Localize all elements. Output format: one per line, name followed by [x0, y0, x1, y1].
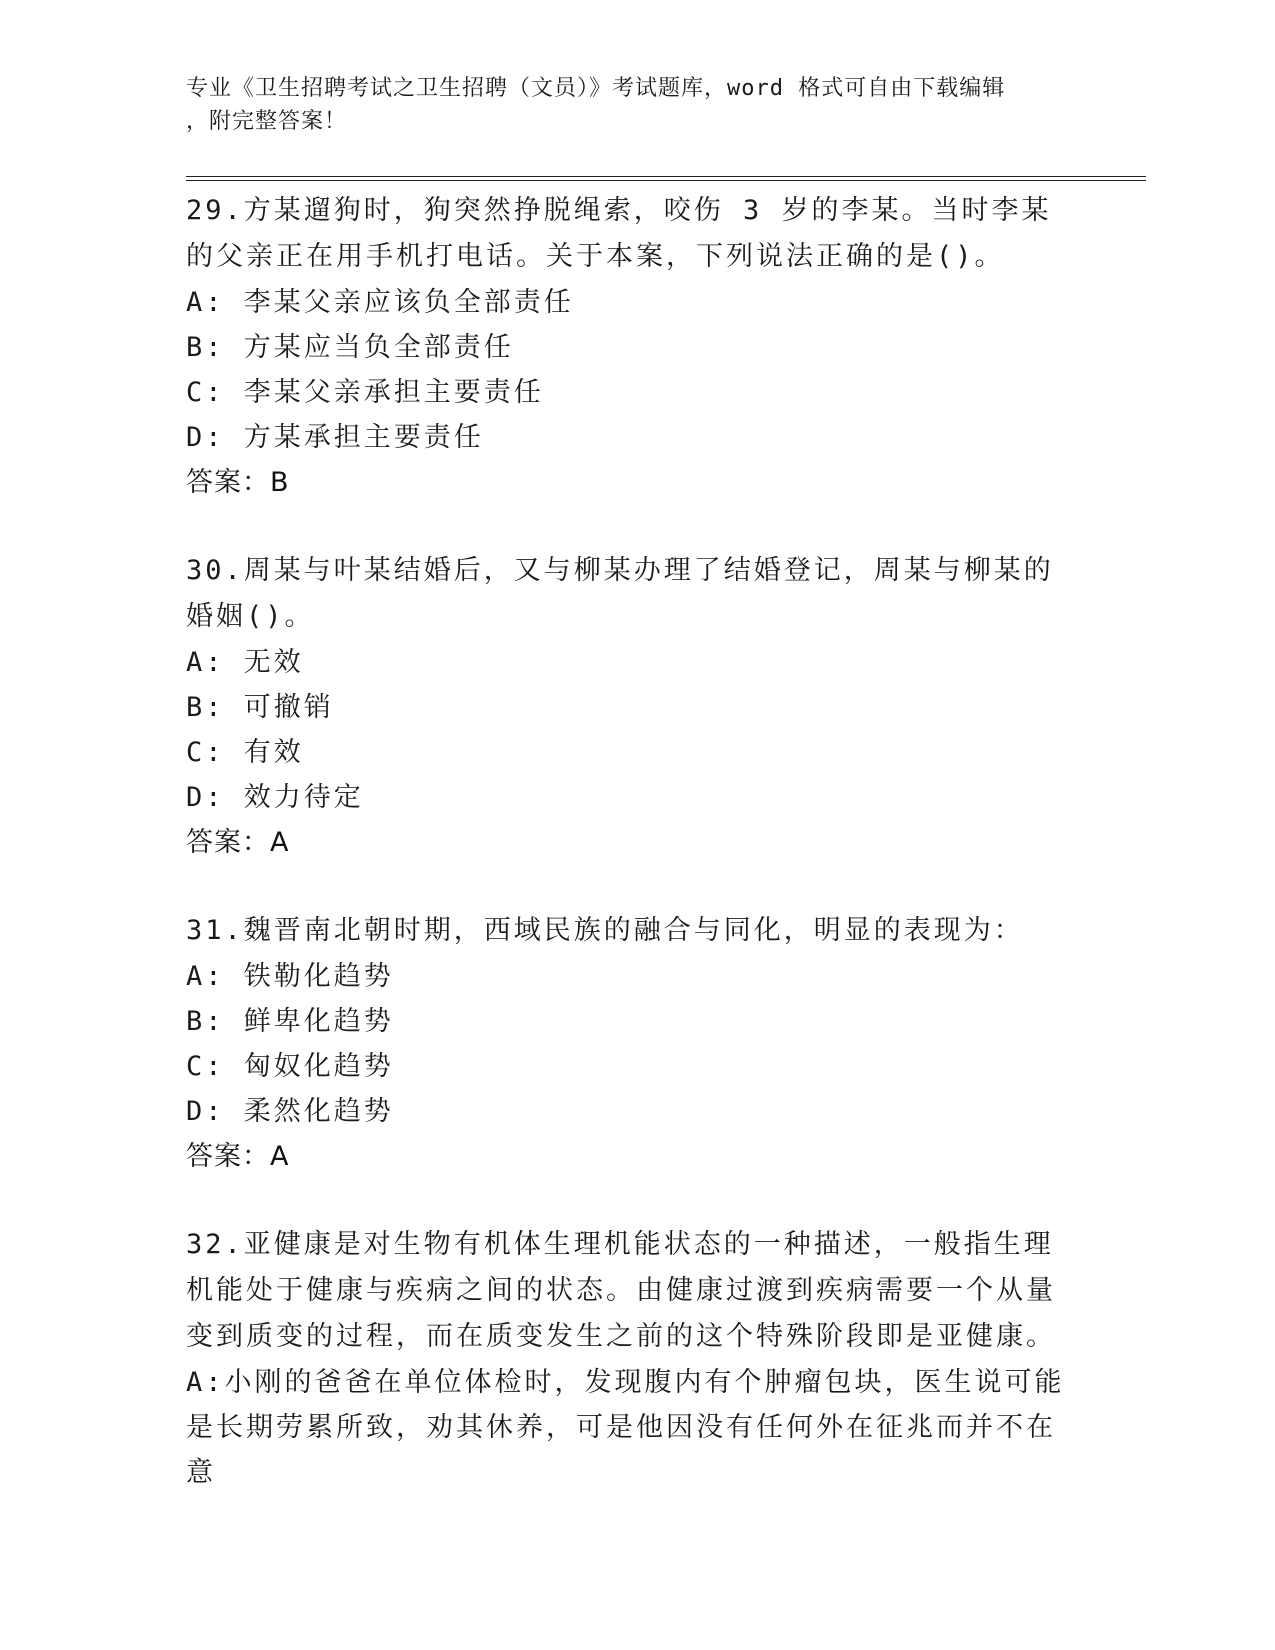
- option-letter: B:: [186, 692, 225, 723]
- answer-value: A: [270, 1141, 290, 1172]
- option-letter: C:: [186, 377, 225, 408]
- header-line-2: ，附完整答案！: [186, 109, 348, 134]
- option-d: [186, 1089, 1066, 1134]
- option-text: 方某应当负全部责任: [243, 332, 514, 363]
- answer-label: 答案：: [186, 827, 270, 858]
- option-letter: B:: [186, 1006, 225, 1037]
- option-text: 小刚的爸爸在单位体检时，发现腹内有个肿瘤包块，医生说可能是长期劳累所致，劝其休养，可是他因没有任何外在征兆而并不在意: [186, 1367, 1065, 1488]
- answer-value: A: [270, 827, 290, 858]
- document-header: [186, 72, 1076, 138]
- option-text: 无效: [243, 647, 304, 678]
- question-stem: [186, 908, 1066, 954]
- option-a: [186, 280, 1066, 325]
- option-a: [186, 640, 1066, 685]
- option-d: [186, 415, 1066, 460]
- question-text: 方某遛狗时，狗突然挣脱绳索，咬伤 3 岁的李某。当时李某的父亲正在用手机打电话。关于本案，下列说法正确的是()。: [186, 195, 1052, 272]
- question-31: [186, 908, 1066, 1180]
- question-stem: [186, 548, 1066, 640]
- question-number: 30.: [186, 555, 244, 586]
- question-32: [186, 1222, 1066, 1495]
- option-letter: C:: [186, 1051, 225, 1082]
- answer-value: B: [270, 467, 290, 498]
- option-letter: A:: [186, 287, 225, 318]
- option-a: [186, 954, 1066, 999]
- option-letter: B:: [186, 332, 225, 363]
- option-b: [186, 999, 1066, 1044]
- answer-label: 答案：: [186, 1141, 270, 1172]
- option-c: [186, 730, 1066, 775]
- question-number: 32.: [186, 1229, 244, 1260]
- answer-label: 答案：: [186, 467, 270, 498]
- question-text: 周某与叶某结婚后，又与柳某办理了结婚登记，周某与柳某的婚姻()。: [186, 555, 1054, 632]
- option-d: [186, 775, 1066, 820]
- option-text: 柔然化趋势: [243, 1096, 394, 1127]
- question-stem: [186, 188, 1066, 280]
- header-line-1: 专业《卫生招聘考试之卫生招聘（文员）》考试题库，word 格式可自由下载编辑: [186, 76, 1006, 101]
- option-letter: A:: [186, 961, 225, 992]
- option-text: 可撤销: [243, 692, 334, 723]
- answer-line: [186, 1134, 1066, 1180]
- answer-line: [186, 820, 1066, 866]
- question-30: [186, 548, 1066, 866]
- answer-line: [186, 460, 1066, 506]
- option-text: 李某父亲应该负全部责任: [243, 287, 574, 318]
- option-b: [186, 685, 1066, 730]
- question-29: [186, 188, 1066, 506]
- option-c: [186, 370, 1066, 415]
- option-letter: A:: [186, 647, 225, 678]
- option-text: 匈奴化趋势: [243, 1051, 394, 1082]
- header-divider: [186, 176, 1146, 181]
- question-list: [186, 188, 1066, 1537]
- option-letter: A:: [186, 1367, 225, 1398]
- option-text: 鲜卑化趋势: [243, 1006, 394, 1037]
- option-text: 李某父亲承担主要责任: [243, 377, 544, 408]
- option-text: 有效: [243, 737, 304, 768]
- option-text: 铁勒化趋势: [243, 961, 394, 992]
- option-text: 方某承担主要责任: [243, 422, 484, 453]
- option-c: [186, 1044, 1066, 1089]
- option-letter: D:: [186, 422, 225, 453]
- question-text: 亚健康是对生物有机体生理机能状态的一种描述，一般指生理机能处于健康与疾病之间的状态。由健康过渡到疾病需要一个从量变到质变的过程，而在质变发生之前的这个特殊阶段即是亚健康。: [186, 1229, 1056, 1352]
- question-text: 魏晋南北朝时期，西域民族的融合与同化，明显的表现为：: [243, 915, 1024, 946]
- option-b: [186, 325, 1066, 370]
- question-number: 31.: [186, 915, 244, 946]
- option-letter: C:: [186, 737, 225, 768]
- question-number: 29.: [186, 195, 244, 226]
- question-stem: [186, 1222, 1066, 1360]
- option-a: [186, 1360, 1066, 1495]
- option-letter: D:: [186, 782, 225, 813]
- option-text: 效力待定: [243, 782, 364, 813]
- option-letter: D:: [186, 1096, 225, 1127]
